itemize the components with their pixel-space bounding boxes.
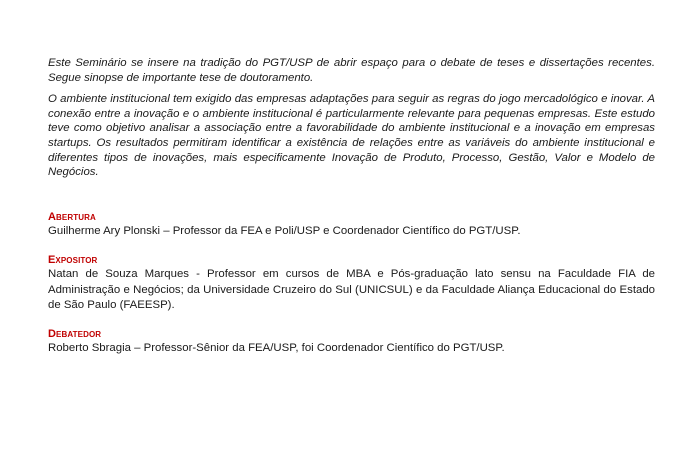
section-heading: Expositor [48,254,98,267]
intro-block [48,56,655,180]
section-heading: Abertura [48,210,96,223]
participants-list [48,211,655,357]
synopsis-paragraph: O ambiente institucional tem exigido das empresas adaptações para seguir as regras do jogo mercadológico e inovar. A conexão entre a inovação e o ambiente institucional é particularmente relevante para pequenas empresas. Este estudo teve como objetivo analisar a associação entre a favorabilidade do ambiente institucional e a inovação em empresas startups. Os resultados permitiram identificar a existência de relações entre as variáveis do ambiente institucional e diferentes tipos de inovações, mais especificamente Inovação de Produto, Processo, Gestão, Valor e Modelo de Negócios. [48,93,655,179]
section-debatedor [48,328,655,356]
section-text: Natan de Souza Marques - Professor em cursos de MBA e Pós-graduação lato sensu na Faculdade FIA de Administração e Negócios; da Universidade Cruzeiro do Sul (UNICSUL) e da Faculdade Aliança Educacional do Estado de São Paulo (FAEESP). [48,268,655,311]
section-text: Guilherme Ary Plonski – Professor da FEA e Poli/USP e Coordenador Científico do PGT/USP. [48,224,521,237]
section-expositor [48,254,655,313]
section-text: Roberto Sbragia – Professor-Sênior da FEA/USP, foi Coordenador Científico do PGT/USP. [48,342,505,355]
section-heading: Debatedor [48,328,102,341]
document-page [48,56,655,357]
section-abertura [48,211,655,239]
intro-paragraph: Este Seminário se insere na tradição do PGT/USP de abrir espaço para o debate de teses e dissertações recentes. Segue sinopse de importante tese de doutoramento. [48,57,655,84]
